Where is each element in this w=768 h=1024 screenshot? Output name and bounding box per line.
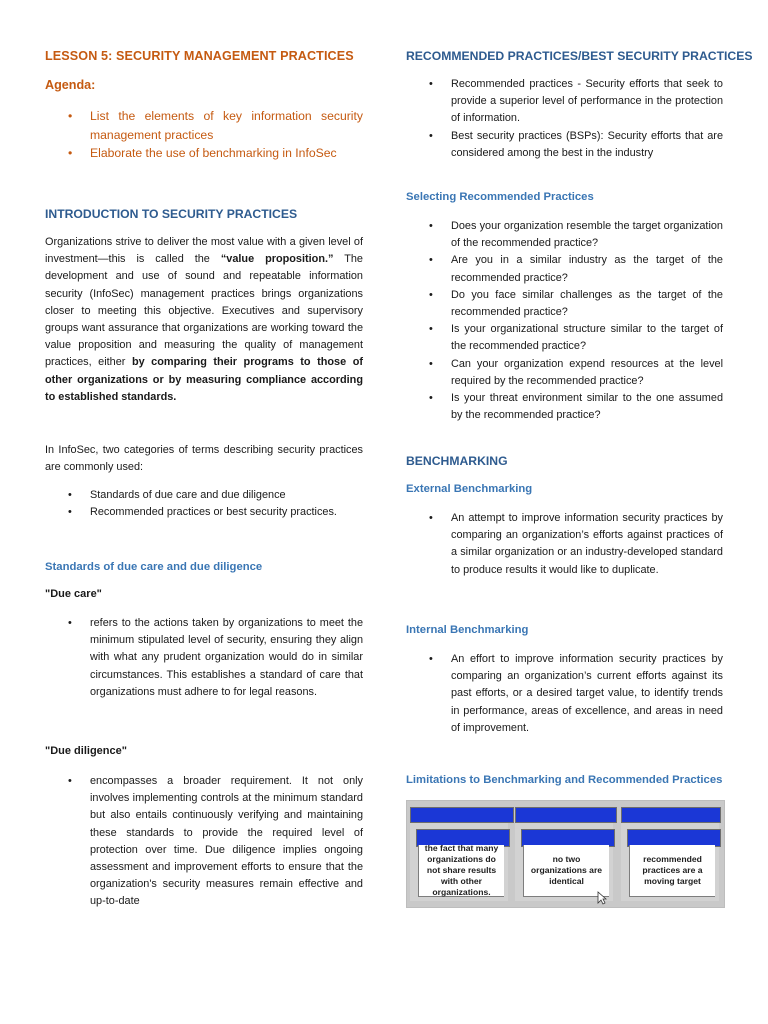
external-list [429,510,723,579]
infosec-paragraph: In InfoSec, two categories of terms describing security practices are commonly used: [45,444,363,474]
figure-card: recommended practices are a moving target [629,845,715,897]
list-item: • An attempt to improve information security practices by comparing an organization’s efforts against practices of a similar organization or an industry-developed standard to produce results it would like to duplicate. [429,512,723,576]
selecting-list [429,218,723,424]
list-item: • Are you in a similar industry as the target of the recommended practice? [429,254,723,284]
list-item: • An effort to improve information security practices by comparing an organization’s current efforts against its past efforts, or a desired target value, to identify trends in performance, areas of excellence, and areas in need of improvement. [429,653,723,734]
due-diligence-label: "Due diligence" [45,745,127,757]
agenda-item: • Elaborate the use of benchmarking in InfoSec [68,146,337,161]
agenda-list [68,107,363,163]
figure-panel [621,807,719,901]
list-item: • Standards of due care and due diligence [68,489,286,501]
agenda-item: • List the elements of key information security management practices [68,109,363,142]
internal-benchmarking-heading: Internal Benchmarking [406,624,529,636]
list-item: • Is your threat environment similar to the one assumed by the recommended practice? [429,392,723,422]
selecting-heading: Selecting Recommended Practices [406,191,594,203]
recommended-list [429,76,723,162]
list-item: • Recommended practices or best security practices. [68,506,337,519]
internal-list [429,651,723,737]
due-care-list [68,615,363,701]
list-item: • encompasses a broader requirement. It not only involves implementing controls at the minimum standard but also entails continuously verifying and maintaining these standards to provide the required level of protection over time. Due diligence implies ongoing assessment and improvement efforts to ensure that the organization's security measures remain effective and up-to-date [68,775,363,908]
benchmarking-heading: BENCHMARKING [406,454,508,468]
figure-panel [515,807,613,901]
figure-card: the fact that many organizations do not share results with other organizations. [418,845,504,897]
due-care-label: "Due care" [45,588,102,600]
cursor-icon [597,891,607,908]
limitations-heading: Limitations to Benchmarking and Recommended Practices [406,774,723,786]
list-item: • Best security practices (BSPs): Security efforts that are considered among the best in the industry [429,129,723,159]
standards-heading: Standards of due care and due diligence [45,561,263,573]
list-item: • Does your organization resemble the target organization of the recommended practice? [429,220,723,250]
figure-panel [410,807,508,901]
limitations-figure [406,800,725,908]
recommended-heading: RECOMMENDED PRACTICES/BEST SECURITY PRACTICES [406,49,753,63]
figure-card: no two organizations are identical [523,845,609,897]
intro-paragraph: Organizations strive to deliver the most value with a given level of investment—this is called the “value proposition.” The development and use of sound and repeatable information security (InfoSec) management practices brings organizations closer to meeting this objective. Executives and supervisory groups want assurance that organizations are working toward the value proposition and measuring the quality of management practices, either by comparing their programs to those of other organizations or by measuring compliance according to established standards. [45,236,363,403]
figure-bar [515,807,617,823]
agenda-label: Agenda: [45,78,96,92]
list-item: • Can your organization expend resources at the level required by the recommended practice? [429,357,723,387]
lesson-title: LESSON 5: SECURITY MANAGEMENT PRACTICES [45,49,354,63]
external-benchmarking-heading: External Benchmarking [406,483,533,495]
list-item: • refers to the actions taken by organizations to meet the minimum stipulated level of security, ensuring they align with what any prudent organization would do in similar circumstances. This establishes a standard of care that organizations must adhere to for legal reasons. [68,617,363,698]
list-item: • Recommended practices - Security efforts that seek to provide a superior level of performance in the protection of information. [429,78,723,125]
intro-heading: INTRODUCTION TO SECURITY PRACTICES [45,207,298,221]
list-item: • Do you face similar challenges as the target of the recommended practice? [429,288,723,319]
due-diligence-list [68,773,363,911]
categories-list [68,487,363,521]
figure-bar [621,807,721,823]
list-item: • Is your organizational structure similar to the target of the recommended practice? [429,323,723,353]
figure-bar [410,807,514,823]
